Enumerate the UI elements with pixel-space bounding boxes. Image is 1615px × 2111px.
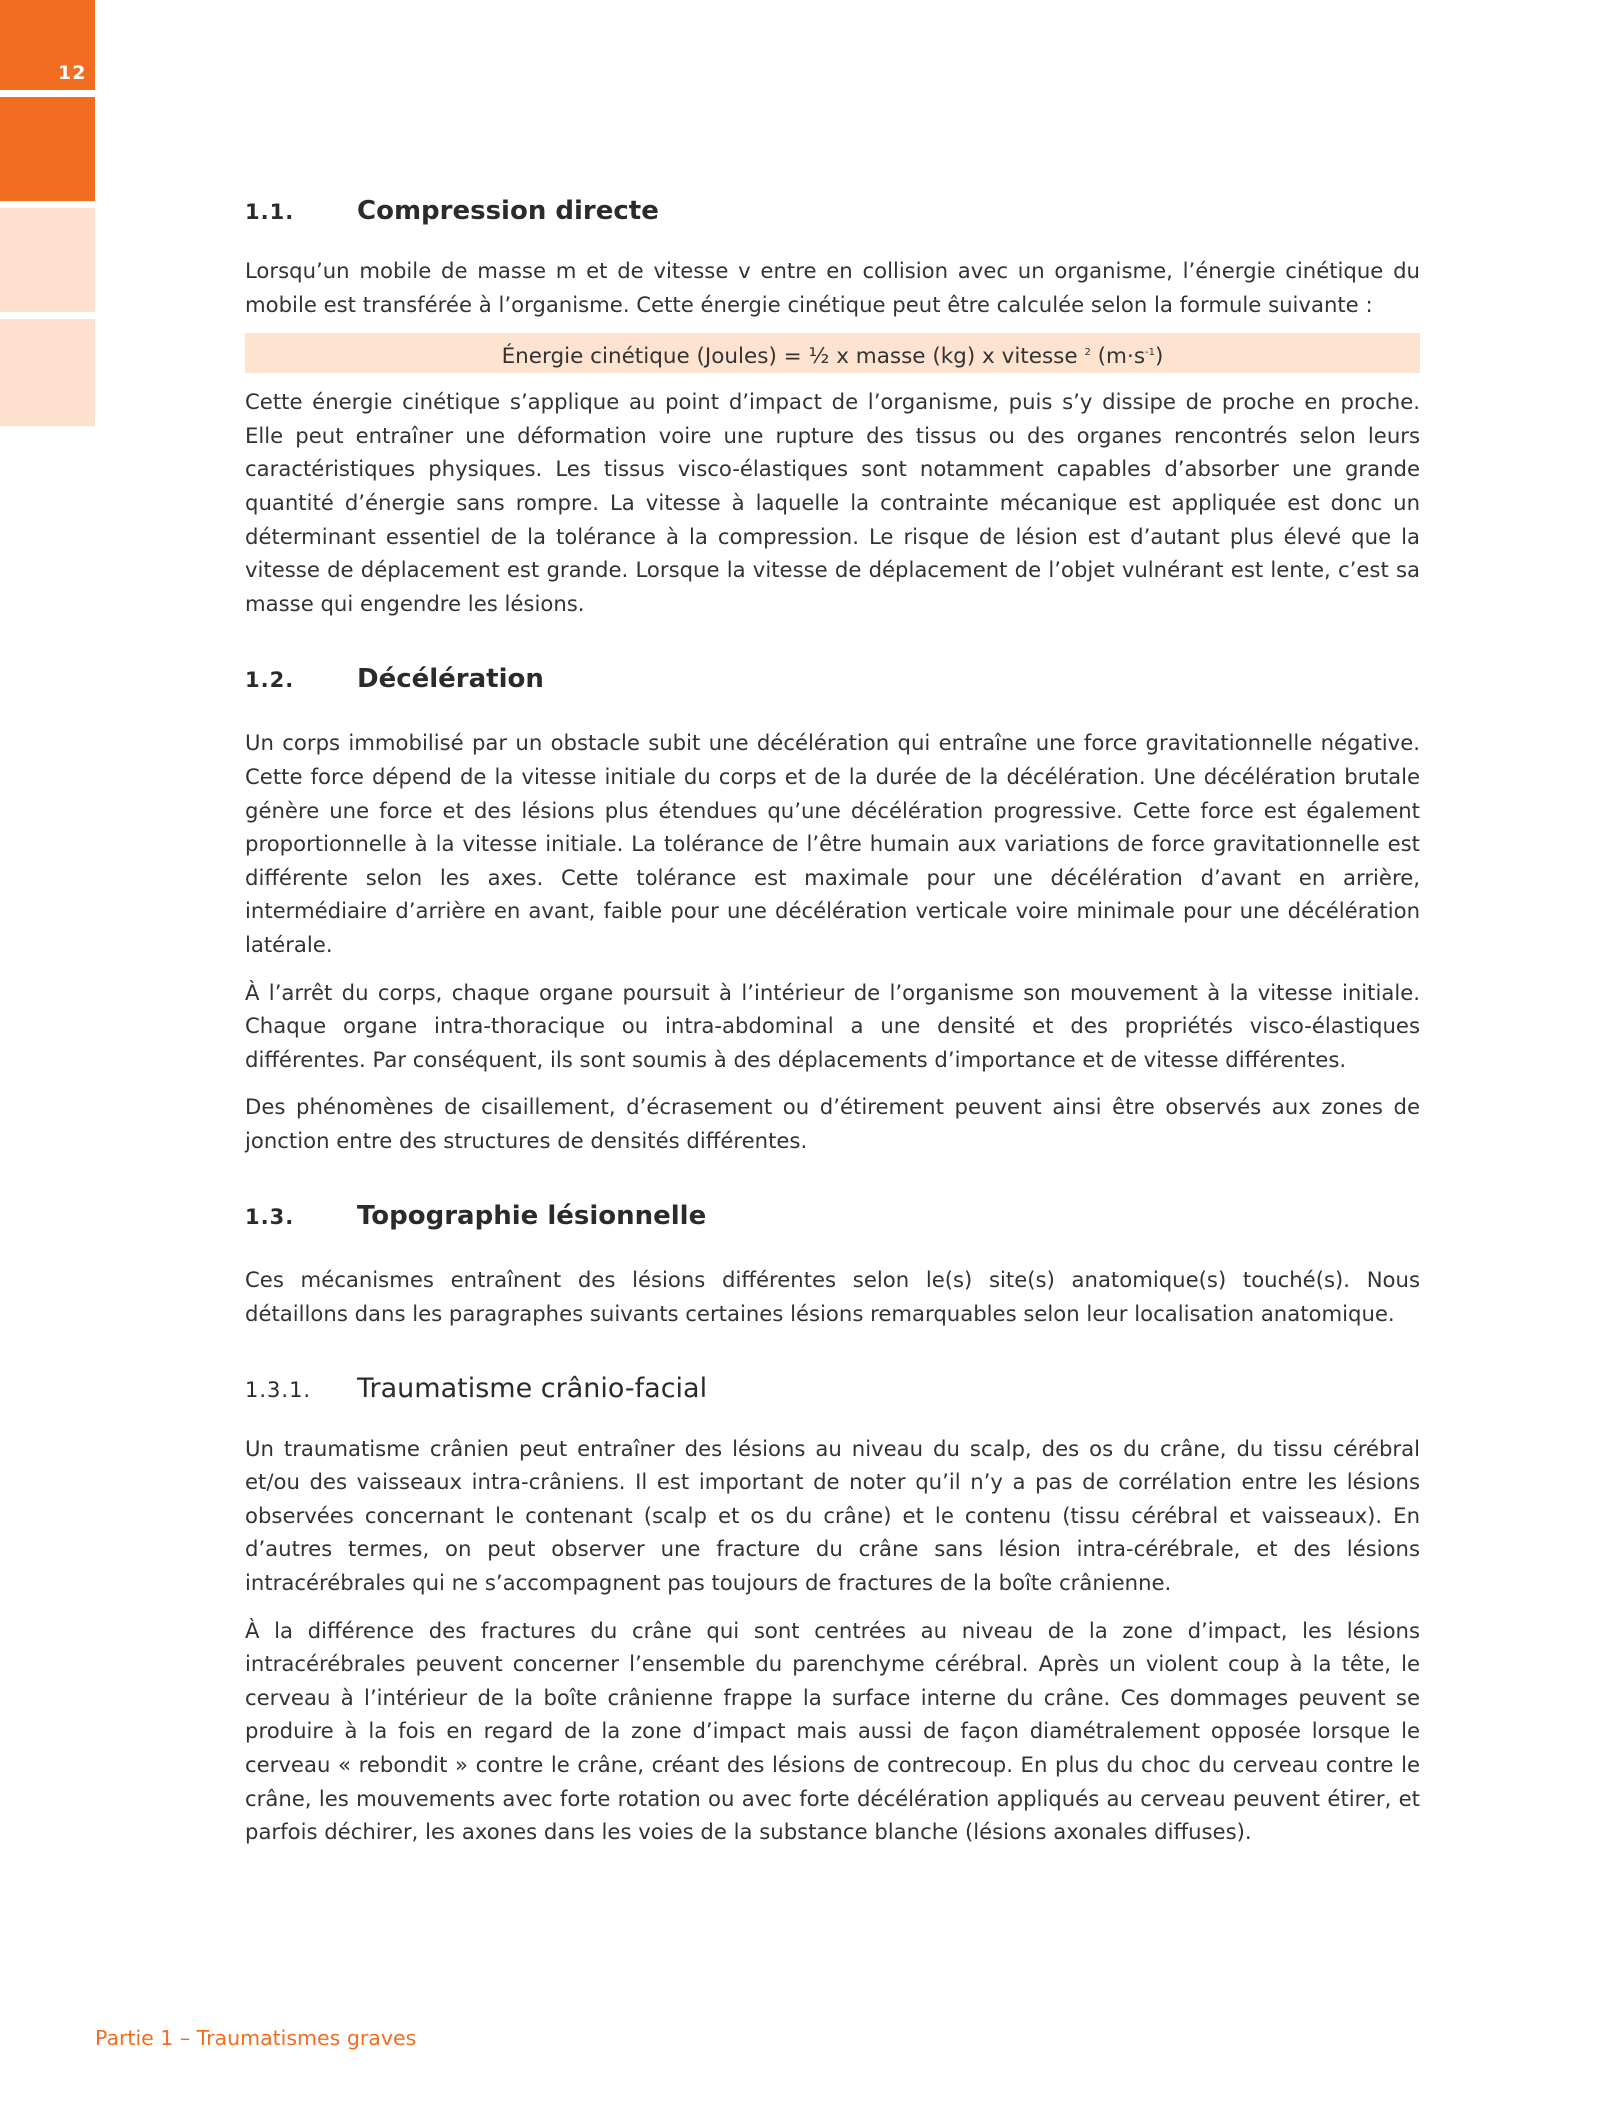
formula-superscript: -1 bbox=[1145, 347, 1156, 359]
section-title: Compression directe bbox=[357, 196, 659, 226]
subsection-number: 1.3.1. bbox=[245, 1377, 312, 1402]
section-title: Topographie lésionnelle bbox=[357, 1201, 707, 1232]
page-number: 12 bbox=[58, 62, 87, 84]
paragraph: Ces mécanismes entraînent des lésions différentes selon le(s) site(s) anatomique(s) touché(s). Nous détaillons dans les paragraphes suivants certaines lésions remarquables selon leur localisation anatomique. bbox=[245, 1267, 1420, 1327]
subsection-heading bbox=[245, 1373, 1420, 1404]
chapter-tab-active bbox=[0, 97, 95, 201]
section-title: Décélération bbox=[357, 664, 544, 695]
formula-superscript: 2 bbox=[1084, 347, 1091, 359]
paragraph: Lorsqu’un mobile de masse m et de vitesse v entre en collision avec un organisme, l’énergie cinétique du mobile est transférée à l’organisme. Cette énergie cinétique peut être calculée selon la formule suivante : bbox=[245, 258, 1420, 317]
section-heading bbox=[245, 196, 1420, 226]
subsection-title: Traumatisme crânio-facial bbox=[357, 1372, 708, 1404]
section-number: 1.1. bbox=[245, 200, 295, 224]
formula-unit: ) bbox=[1155, 344, 1164, 370]
section-heading bbox=[245, 664, 1420, 694]
paragraph: Un traumatisme crânien peut entraîner des lésions au niveau du scalp, des os du crâne, du tissu cérébral et/ou des vaisseaux intra-crâniens. Il est important de noter qu’il n’y a pas de corrélation entre les lésions observées concernant le contenant (scalp et os du crâne) et le contenu (tissu cérébral et vaisseaux). En d’autres termes, on peut observer une fracture du crâne sans lésion intra-cérébrale, et des lésions intracérébrales qui ne s’accompagnent pas toujours de fractures de la boîte crânienne. bbox=[245, 1435, 1420, 1596]
chapter-tab bbox=[0, 208, 95, 312]
formula-text: Énergie cinétique (Joules) = ½ x masse (kg) x vitesse bbox=[501, 344, 1078, 370]
paragraph: Des phénomènes de cisaillement, d’écrasement ou d’étirement peuvent ainsi être observés aux zones de jonction entre des structures de densités différentes. bbox=[245, 1094, 1420, 1153]
chapter-tab bbox=[0, 319, 95, 426]
formula-box bbox=[245, 333, 1420, 373]
paragraph: À la différence des fractures du crâne qui sont centrées au niveau de la zone d’impact, les lésions intracérébrales peuvent concerner l’ensemble du parenchyme cérébral. Après un violent coup à la tête, le cerveau à l’intérieur de la boîte crânienne frappe la surface interne du crâne. Ces dommages peuvent se produire à la fois en regard de la zone d’impact mais aussi de façon diamétralement opposée lorsque le cerveau « rebondit » contre le crâne, créant des lésions de contrecoup. En plus du choc du cerveau contre le crâne, les mouvements avec forte rotation ou avec forte décélération appliqués au cerveau peuvent étirer, et parfois déchirer, les axones dans les voies de la substance blanche (lésions axonales diffuses). bbox=[245, 1617, 1420, 1845]
paragraph: Un corps immobilisé par un obstacle subit une décélération qui entraîne une force gravitationnelle négative. Cette force dépend de la vitesse initiale du corps et de la durée de la décélération. Une décélération brutale génère une force et des lésions plus étendues qu’une décélération progressive. Cette force est également proportionnelle à la vitesse initiale. La tolérance de l’être humain aux variations de force gravitationnelle est différente selon les axes. Cette tolérance est maximale pour une décélération d’avant en arrière, intermédiaire d’arrière en avant, faible pour une décélération verticale voire minimale pour une décélération latérale. bbox=[245, 730, 1420, 957]
paragraph: À l’arrêt du corps, chaque organe poursuit à l’intérieur de l’organisme son mouvement à la vitesse initiale. Chaque organe intra-thoracique ou intra-abdominal a une densité et des propriétés visco-élastiques différentes. Par conséquent, ils sont soumis à des déplacements d’importance et de vitesse différentes. bbox=[245, 979, 1420, 1072]
formula-unit: (m·s bbox=[1090, 344, 1146, 370]
paragraph: Cette énergie cinétique s’applique au point d’impact de l’organisme, puis s’y dissipe de proche en proche. Elle peut entraîner une déformation voire une rupture des tissus ou des organes rencontrés selon leurs caractéristiques physiques. Les tissus visco-élastiques sont notamment capables d’absorber une grande quantité d’énergie sans rompre. La vitesse à laquelle la contrainte mécanique est appliquée est donc un déterminant essentiel de la tolérance à la compression. Le risque de lésion est d’autant plus élevé que la vitesse de déplacement est grande. Lorsque la vitesse de déplacement de l’objet vulnérant est lente, c’est sa masse qui engendre les lésions. bbox=[245, 389, 1420, 616]
running-footer: Partie 1 – Traumatismes graves bbox=[95, 2026, 417, 2050]
page-number-tab bbox=[0, 0, 95, 90]
section-heading bbox=[245, 1201, 1420, 1231]
main-content bbox=[245, 196, 1420, 1849]
section-number: 1.3. bbox=[245, 1205, 295, 1230]
section-number: 1.2. bbox=[245, 668, 295, 693]
